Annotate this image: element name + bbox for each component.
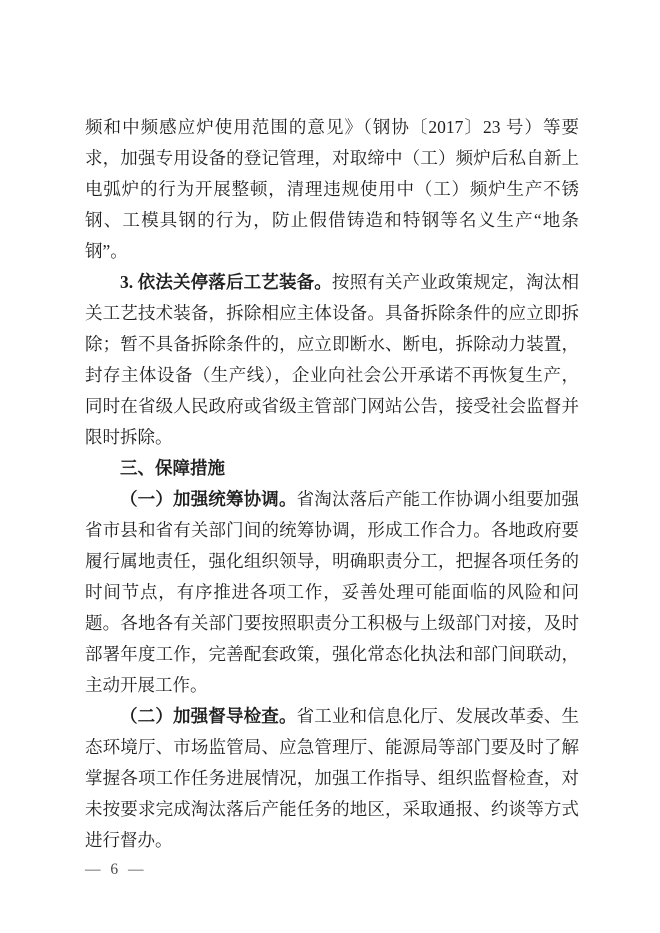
paragraph-continuation: [85, 112, 579, 267]
paragraph-measure-2: [85, 701, 579, 856]
paragraph-lead: 3. 依法关停落后工艺装备。: [120, 272, 332, 292]
paragraph-measure-1: [85, 484, 579, 701]
paragraph-text: 省淘汰落后产能工作协调小组要加强省市县和省有关部门间的统筹协调，形成工作合力。各地政府要履行属地责任，强化组织领导，明确职责分工，把握各项任务的时间节点，有序推进各项工作，妥善处理可能面临的风险和问题。各地各有关部门要按照职责分工积极与上级部门对接，及时部署年度工作，完善配套政策，强化常态化执法和部门间联动，主动开展工作。: [85, 489, 580, 695]
section-heading-safeguard-measures: 三、保障措施: [120, 458, 225, 478]
document-body: [85, 112, 579, 856]
paragraph-text: 省工业和信息化厅、发展改革委、生态环境厅、市场监管局、应急管理厅、能源局等部门要及时了解掌握各项工作任务进展情况，加强工作指导、组织监督检查，对未按要求完成淘汰落后产能任务的地区，采取通报、约谈等方式进行督办。: [85, 706, 580, 850]
paragraph-lead: （一）加强统筹协调。: [120, 489, 297, 509]
page-number: — 6 —: [85, 861, 147, 878]
paragraph-item-3: [85, 267, 579, 453]
paragraph-text: 频和中频感应炉使用范围的意见》（钢协〔2017〕23 号）等要求，加强专用设备的登记管理，对取缔中（工）频炉后私自新上电弧炉的行为开展整顿，清理违规使用中（工）频炉生产不锈钢、工模具钢的行为，防止假借铸造和特钢等名义生产“地条钢”。: [85, 117, 579, 261]
paragraph-text: 按照有关产业政策规定，淘汰相关工艺技术装备，拆除相应主体设备。具备拆除条件的应立即拆除；暂不具备拆除条件的，应立即断水、断电，拆除动力装置，封存主体设备（生产线），企业向社会公开承诺不再恢复生产，同时在省级人民政府或省级主管部门网站公告，接受社会监督并限时拆除。: [85, 272, 580, 447]
paragraph-lead: （二）加强督导检查。: [120, 706, 297, 726]
